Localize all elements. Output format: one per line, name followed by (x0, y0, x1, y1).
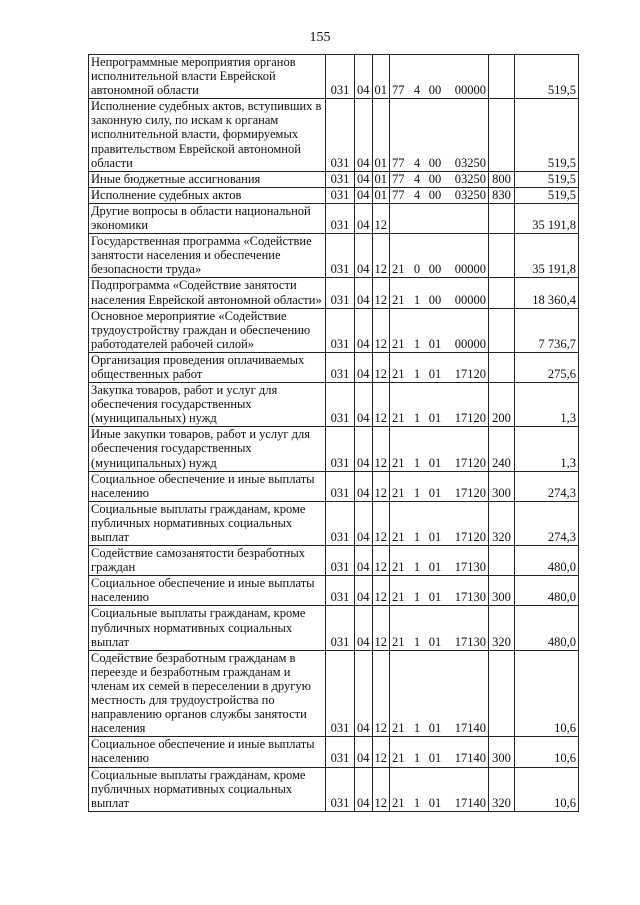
target-article-code (390, 606, 489, 650)
ministry-code: 031 (326, 278, 355, 308)
program-code: 21 (392, 292, 405, 307)
target-article-code (390, 187, 489, 203)
ministry-code: 031 (326, 383, 355, 427)
subsection-code: 12 (372, 427, 390, 471)
event-code: 01 (428, 530, 442, 544)
table-row (89, 576, 579, 606)
expense-type-code: 240 (489, 427, 515, 471)
direction-code: 17120 (454, 530, 486, 544)
section-code: 04 (355, 352, 373, 382)
direction-code: 03250 (454, 187, 486, 202)
table-row (89, 650, 579, 737)
subprogram-code: 1 (413, 366, 421, 381)
expense-name: Исполнение судебных актов, вступивших в законную силу, по искам к органам исполнительной власти, формируемых правительством Еврейской автономной области (89, 99, 326, 171)
table-row (89, 737, 579, 767)
program-code: 21 (392, 560, 405, 575)
expense-name: Государственная программа «Содействие занятости населения и обеспечение безопасности труда» (89, 234, 326, 278)
page-number: 155 (309, 30, 331, 45)
expense-type-code (489, 352, 515, 382)
direction-code: 03250 (454, 155, 486, 170)
amount: 35 191,8 (515, 203, 579, 233)
target-article-code (390, 308, 489, 352)
expense-name: Социальное обеспечение и иные выплаты населению (89, 737, 326, 767)
program-code: 21 (392, 721, 405, 736)
subsection-code: 12 (372, 308, 390, 352)
subprogram-code: 1 (413, 560, 421, 575)
subsection-code: 12 (372, 278, 390, 308)
table-row (89, 501, 579, 545)
amount: 519,5 (515, 99, 579, 171)
subprogram-code: 1 (413, 292, 421, 307)
ministry-code: 031 (326, 352, 355, 382)
expense-name: Основное мероприятие «Содействие трудоустройству граждан и обеспечению работодателей рабочей силой» (89, 308, 326, 352)
program-code: 21 (392, 262, 405, 277)
subprogram-code: 1 (413, 751, 421, 766)
direction-code: 00000 (454, 83, 486, 98)
amount: 480,0 (515, 606, 579, 650)
event-code: 00 (428, 292, 442, 307)
section-code: 04 (355, 737, 373, 767)
ministry-code: 031 (326, 767, 355, 811)
ministry-code: 031 (326, 501, 355, 545)
direction-code: 17120 (454, 366, 486, 381)
subprogram-code: 4 (413, 187, 421, 202)
amount: 519,5 (515, 55, 579, 99)
direction-code: 17140 (454, 795, 486, 810)
direction-code: 00000 (454, 292, 486, 307)
expense-type-code (489, 278, 515, 308)
expense-name: Исполнение судебных актов (89, 187, 326, 203)
direction-code: 17130 (454, 590, 486, 605)
table-row (89, 171, 579, 187)
event-code: 00 (428, 155, 442, 170)
table-row (89, 203, 579, 233)
event-code: 01 (428, 721, 442, 736)
subprogram-code: 1 (413, 530, 421, 544)
amount: 519,5 (515, 171, 579, 187)
target-article-code (390, 471, 489, 501)
ministry-code: 031 (326, 203, 355, 233)
program-code: 21 (392, 530, 405, 544)
expense-name: Подпрограмма «Содействие занятости населения Еврейской автономной области» (89, 278, 326, 308)
amount: 18 360,4 (515, 278, 579, 308)
subprogram-code: 4 (413, 83, 421, 98)
expense-name: Социальное обеспечение и иные выплаты населению (89, 576, 326, 606)
target-article-code (390, 171, 489, 187)
subprogram-code: 4 (413, 171, 421, 186)
program-code: 21 (392, 634, 405, 649)
expense-name: Социальные выплаты гражданам, кроме публичных нормативных социальных выплат (89, 501, 326, 545)
section-code: 04 (355, 278, 373, 308)
subsection-code: 12 (372, 546, 390, 576)
program-code: 21 (392, 485, 405, 500)
direction-code: 17130 (454, 634, 486, 649)
ministry-code: 031 (326, 576, 355, 606)
section-code: 04 (355, 55, 373, 99)
target-article-code (390, 234, 489, 278)
subsection-code: 12 (372, 737, 390, 767)
expense-name: Содействие самозанятости безработных граждан (89, 546, 326, 576)
section-code: 04 (355, 383, 373, 427)
subsection-code: 01 (372, 99, 390, 171)
event-code: 01 (428, 634, 442, 649)
section-code: 04 (355, 187, 373, 203)
expense-name: Организация проведения оплачиваемых общественных работ (89, 352, 326, 382)
subsection-code: 12 (372, 471, 390, 501)
budget-table (88, 54, 579, 812)
section-code: 04 (355, 650, 373, 737)
ministry-code: 031 (326, 650, 355, 737)
direction-code: 17130 (454, 560, 486, 575)
table-row (89, 427, 579, 471)
program-code: 77 (392, 83, 405, 98)
expense-type-code: 300 (489, 576, 515, 606)
amount: 1,3 (515, 383, 579, 427)
subprogram-code: 1 (413, 795, 421, 810)
expense-type-code (489, 234, 515, 278)
subprogram-code: 1 (413, 336, 421, 351)
ministry-code: 031 (326, 606, 355, 650)
expense-type-code (489, 99, 515, 171)
ministry-code: 031 (326, 471, 355, 501)
amount: 10,6 (515, 650, 579, 737)
program-code: 77 (392, 171, 405, 186)
section-code: 04 (355, 427, 373, 471)
event-code: 01 (428, 485, 442, 500)
expense-name: Иные бюджетные ассигнования (89, 171, 326, 187)
expense-name: Непрограммные мероприятия органов исполнительной власти Еврейской автономной области (89, 55, 326, 99)
event-code: 00 (428, 262, 442, 277)
amount: 275,6 (515, 352, 579, 382)
table-row (89, 234, 579, 278)
amount: 7 736,7 (515, 308, 579, 352)
target-article-code (390, 383, 489, 427)
subsection-code: 01 (372, 171, 390, 187)
expense-type-code: 300 (489, 737, 515, 767)
subprogram-code: 4 (413, 155, 421, 170)
section-code: 04 (355, 308, 373, 352)
expense-name: Другие вопросы в области национальной экономики (89, 203, 326, 233)
event-code: 00 (428, 83, 442, 98)
amount: 10,6 (515, 737, 579, 767)
target-article-code (390, 546, 489, 576)
table-row (89, 55, 579, 99)
direction-code: 00000 (454, 336, 486, 351)
event-code: 00 (428, 171, 442, 186)
subsection-code: 12 (372, 383, 390, 427)
target-article-code (390, 737, 489, 767)
subprogram-code: 1 (413, 411, 421, 426)
expense-type-code: 200 (489, 383, 515, 427)
ministry-code: 031 (326, 55, 355, 99)
direction-code: 00000 (454, 262, 486, 277)
program-code: 21 (392, 411, 405, 426)
subprogram-code: 0 (413, 262, 421, 277)
expense-type-code (489, 55, 515, 99)
direction-code: 17140 (454, 721, 486, 736)
section-code: 04 (355, 471, 373, 501)
expense-name: Социальные выплаты гражданам, кроме публичных нормативных социальных выплат (89, 606, 326, 650)
target-article-code (390, 650, 489, 737)
target-article-code (390, 576, 489, 606)
subsection-code: 12 (372, 767, 390, 811)
program-code: 77 (392, 155, 405, 170)
program-code: 21 (392, 590, 405, 605)
subsection-code: 12 (372, 501, 390, 545)
subsection-code: 12 (372, 203, 390, 233)
expense-type-code (489, 203, 515, 233)
direction-code: 03250 (454, 171, 486, 186)
table-row (89, 99, 579, 171)
amount: 519,5 (515, 187, 579, 203)
ministry-code: 031 (326, 187, 355, 203)
expense-name: Социальное обеспечение и иные выплаты населению (89, 471, 326, 501)
expense-type-code: 800 (489, 171, 515, 187)
section-code: 04 (355, 576, 373, 606)
table-row (89, 278, 579, 308)
expense-type-code: 320 (489, 606, 515, 650)
table-row (89, 767, 579, 811)
ministry-code: 031 (326, 737, 355, 767)
expense-name: Социальные выплаты гражданам, кроме публичных нормативных социальных выплат (89, 767, 326, 811)
amount: 274,3 (515, 471, 579, 501)
table-row (89, 187, 579, 203)
event-code: 01 (428, 590, 442, 605)
event-code: 01 (428, 366, 442, 381)
event-code: 01 (428, 795, 442, 810)
amount: 1,3 (515, 427, 579, 471)
expense-type-code: 320 (489, 767, 515, 811)
program-code: 21 (392, 366, 405, 381)
section-code: 04 (355, 203, 373, 233)
table-body (89, 55, 579, 812)
subsection-code: 01 (372, 55, 390, 99)
subprogram-code: 1 (413, 721, 421, 736)
expense-type-code: 830 (489, 187, 515, 203)
ministry-code: 031 (326, 427, 355, 471)
amount: 35 191,8 (515, 234, 579, 278)
target-article-code (390, 352, 489, 382)
table-row (89, 352, 579, 382)
event-code: 01 (428, 751, 442, 766)
program-code: 21 (392, 455, 405, 470)
subsection-code: 01 (372, 187, 390, 203)
section-code: 04 (355, 546, 373, 576)
table-row (89, 308, 579, 352)
section-code: 04 (355, 501, 373, 545)
subsection-code: 12 (372, 234, 390, 278)
expense-name: Закупка товаров, работ и услуг для обеспечения государственных (муниципальных) нужд (89, 383, 326, 427)
program-code: 21 (392, 795, 405, 810)
amount: 10,6 (515, 767, 579, 811)
direction-code: 17120 (454, 411, 486, 426)
target-article-code (390, 427, 489, 471)
amount: 480,0 (515, 546, 579, 576)
subprogram-code: 1 (413, 634, 421, 649)
expense-type-code: 300 (489, 471, 515, 501)
target-article-code (390, 501, 489, 545)
subprogram-code: 1 (413, 455, 421, 470)
table-row (89, 471, 579, 501)
section-code: 04 (355, 99, 373, 171)
event-code: 01 (428, 336, 442, 351)
program-code: 77 (392, 187, 405, 202)
section-code: 04 (355, 234, 373, 278)
target-article-code (390, 278, 489, 308)
target-article-code (390, 203, 489, 233)
ministry-code: 031 (326, 99, 355, 171)
event-code: 01 (428, 455, 442, 470)
expense-type-code: 320 (489, 501, 515, 545)
event-code: 01 (428, 560, 442, 575)
expense-type-code (489, 308, 515, 352)
section-code: 04 (355, 606, 373, 650)
subsection-code: 12 (372, 352, 390, 382)
expense-type-code (489, 546, 515, 576)
table-row (89, 546, 579, 576)
expense-name: Содействие безработным гражданам в переезде и безработным гражданам и членам их семей в переселении в другую местность для трудоустройства по направлению органов службы занятости населения (89, 650, 326, 737)
ministry-code: 031 (326, 234, 355, 278)
ministry-code: 031 (326, 308, 355, 352)
target-article-code (390, 55, 489, 99)
event-code: 00 (428, 187, 442, 202)
program-code: 21 (392, 751, 405, 766)
direction-code: 17120 (454, 455, 486, 470)
program-code: 21 (392, 336, 405, 351)
direction-code: 17120 (454, 485, 486, 500)
target-article-code (390, 99, 489, 171)
section-code: 04 (355, 171, 373, 187)
direction-code: 17140 (454, 751, 486, 766)
subprogram-code: 1 (413, 485, 421, 500)
expense-name: Иные закупки товаров, работ и услуг для обеспечения государственных (муниципальных) нужд (89, 427, 326, 471)
subsection-code: 12 (372, 576, 390, 606)
subsection-code: 12 (372, 650, 390, 737)
amount: 274,3 (515, 501, 579, 545)
subsection-code: 12 (372, 606, 390, 650)
table-row (89, 383, 579, 427)
event-code: 01 (428, 411, 442, 426)
ministry-code: 031 (326, 171, 355, 187)
expense-type-code (489, 650, 515, 737)
ministry-code: 031 (326, 546, 355, 576)
subprogram-code: 1 (413, 590, 421, 605)
section-code: 04 (355, 767, 373, 811)
amount: 480,0 (515, 576, 579, 606)
table-row (89, 606, 579, 650)
target-article-code (390, 767, 489, 811)
